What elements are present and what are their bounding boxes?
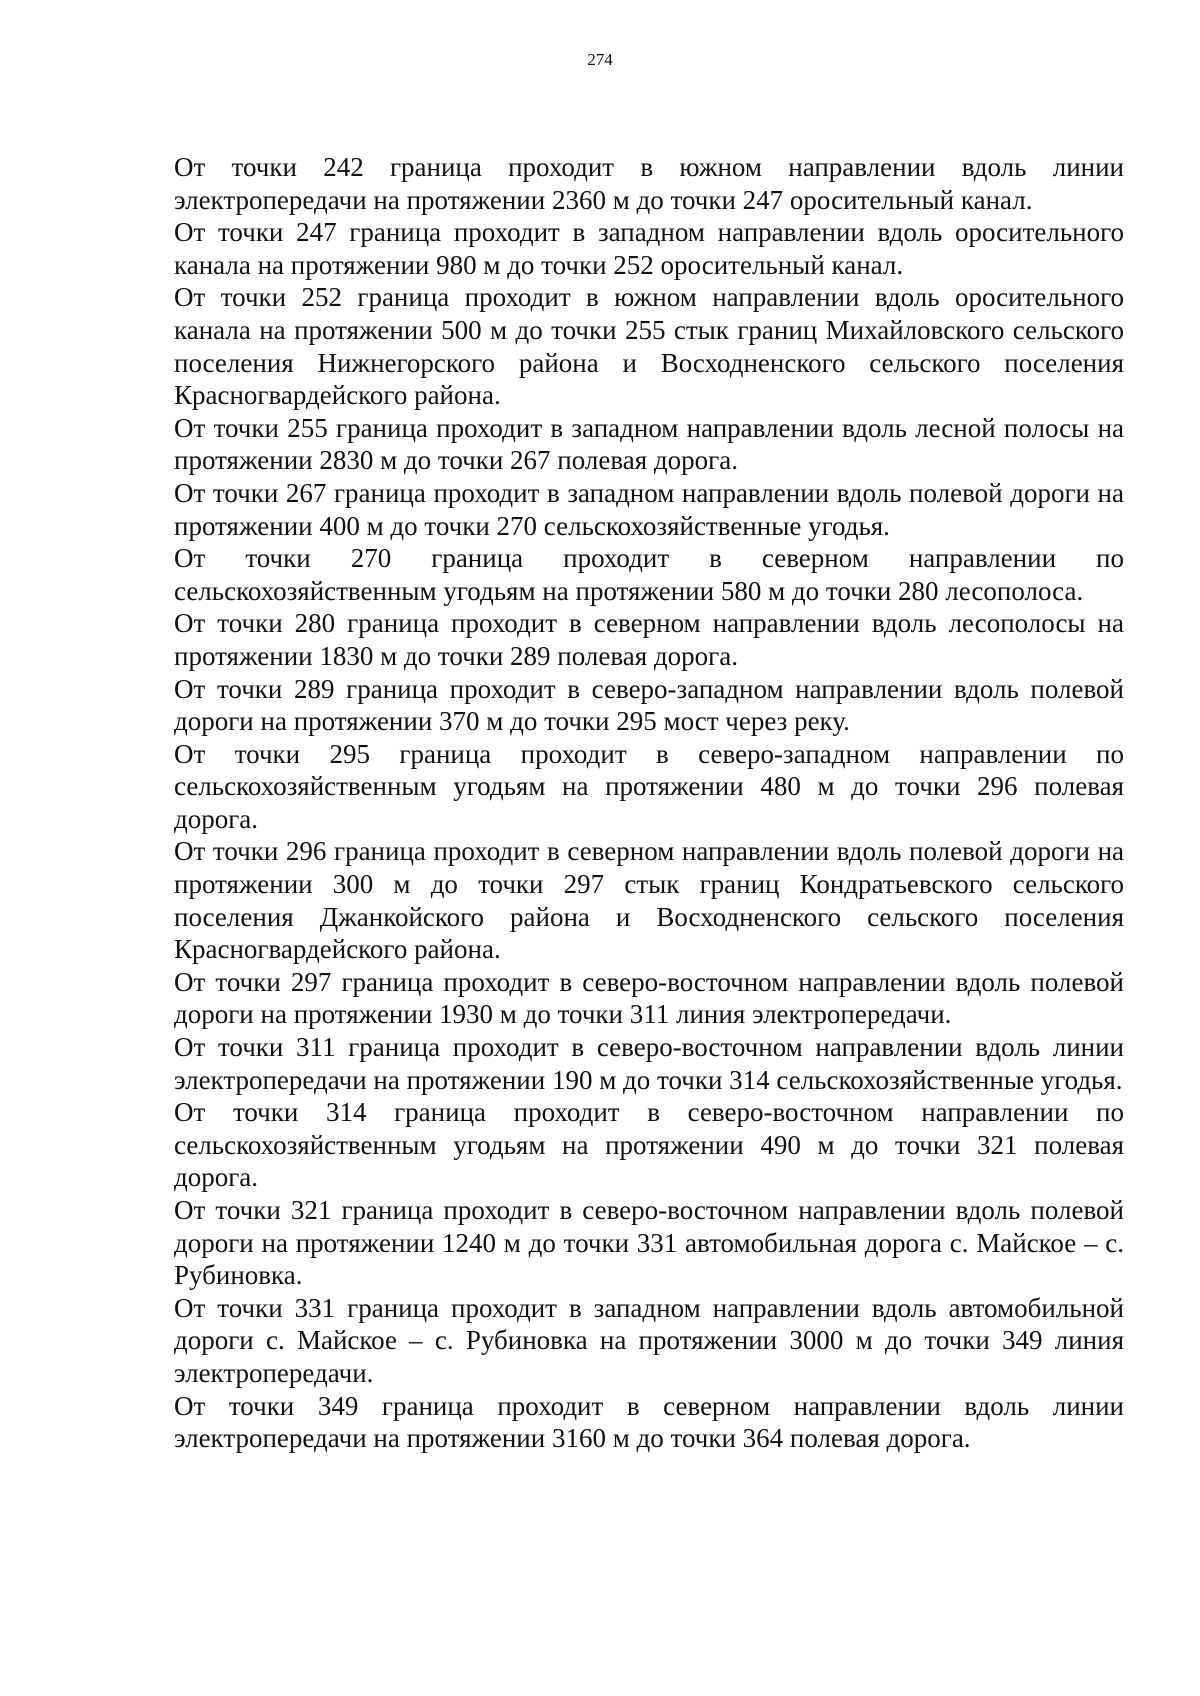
paragraph: От точки 270 граница проходит в северном направлении по сельскохозяйственным угодьям на протяжении 580 м до точки 280 лесополоса. xyxy=(174,543,1124,606)
paragraph: От точки 296 граница проходит в северном направлении вдоль полевой дороги на протяжении 300 м до точки 297 стык границ Кондратьевского сельского поселения Джанкойского района и Восходненского сельского поселения Красногвардейского района. xyxy=(174,836,1124,965)
paragraph: От точки 311 граница проходит в северо-восточном направлении вдоль линии электропередачи на протяжении 190 м до точки 314 сельскохозяйственные угодья. xyxy=(174,1032,1124,1095)
paragraph: От точки 247 граница проходит в западном направлении вдоль оросительного канала на протяжении 980 м до точки 252 оросительный канал. xyxy=(174,217,1124,280)
paragraph: От точки 349 граница проходит в северном направлении вдоль линии электропередачи на протяжении 3160 м до точки 364 полевая дорога. xyxy=(174,1390,1124,1454)
paragraph: От точки 280 граница проходит в северном направлении вдоль лесополосы на протяжении 1830 м до точки 289 полевая дорога. xyxy=(174,608,1124,671)
paragraph: От точки 242 граница проходит в южном направлении вдоль линии электропередачи на протяжении 2360 м до точки 247 оросительный канал. xyxy=(174,152,1124,215)
paragraph: От точки 295 граница проходит в северо-западном направлении по сельскохозяйственным угодьям на протяжении 480 м до точки 296 полевая дорога. xyxy=(174,738,1124,834)
document-body xyxy=(174,151,1124,1455)
page-number: 274 xyxy=(587,50,613,69)
paragraph: От точки 255 граница проходит в западном направлении вдоль лесной полосы на протяжении 2830 м до точки 267 полевая дорога. xyxy=(174,412,1124,476)
paragraph: От точки 297 граница проходит в северо-восточном направлении вдоль полевой дороги на протяжении 1930 м до точки 311 линия электропередачи. xyxy=(174,966,1124,1030)
paragraph: От точки 267 граница проходит в западном направлении вдоль полевой дороги на протяжении 400 м до точки 270 сельскохозяйственные угодья. xyxy=(174,477,1124,541)
paragraph: От точки 289 граница проходит в северо-западном направлении вдоль полевой дороги на протяжении 370 м до точки 295 мост через реку. xyxy=(174,673,1124,737)
paragraph: От точки 314 граница проходит в северо-восточном направлении по сельскохозяйственным угодьям на протяжении 490 м до точки 321 полевая дорога. xyxy=(174,1097,1124,1193)
paragraph: От точки 252 граница проходит в южном направлении вдоль оросительного канала на протяжении 500 м до точки 255 стык границ Михайловского сельского поселения Нижнегорского района и Восходненского сельского поселения Красногвардейского района. xyxy=(174,282,1124,411)
paragraph: От точки 321 граница проходит в северо-восточном направлении вдоль полевой дороги на протяжении 1240 м до точки 331 автомобильная дорога с. Майское – с. Рубиновка. xyxy=(174,1195,1124,1291)
paragraph: От точки 331 граница проходит в западном направлении вдоль автомобильной дороги с. Майское – с. Рубиновка на протяжении 3000 м до точки 349 линия электропередачи. xyxy=(174,1292,1124,1388)
